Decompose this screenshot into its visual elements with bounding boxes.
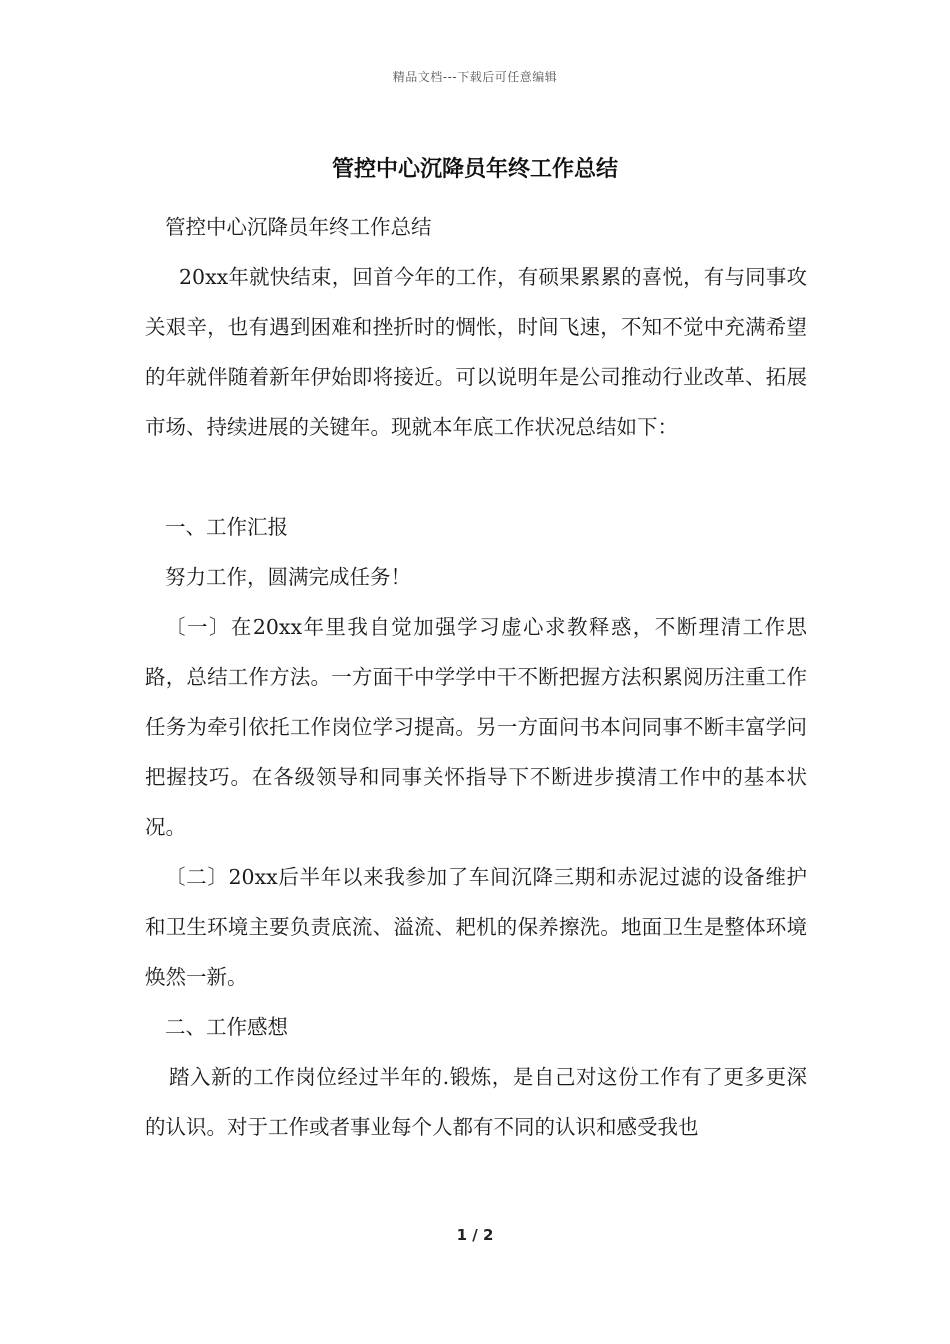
document-title: 管控中心沉降员年终工作总结 (331, 157, 618, 182)
section-2-paragraph: 踏入新的工作岗位经过半年的.锻炼，是自己对这份工作有了更多更深的认识。对于工作或者事业每个人都有不同的认识和感受我也 (145, 1065, 807, 1139)
section-2-heading: 二、工作感想 (165, 1015, 288, 1039)
header-note: 精品文档---下载后可任意编辑 (392, 70, 558, 84)
section-1-heading: 一、工作汇报 (165, 515, 288, 539)
intro-paragraph: 20xx年就快结束，回首今年的工作，有硕果累累的喜悦，有与同事攻关艰辛，也有遇到困难和挫折时的惆怅，时间飞速，不知不觉中充满希望的年就伴随着新年伊始即将接近。可以说明年是公司推动行业改革、拓展市场、持续进展的关键年。现就本年底工作状况总结如下： (145, 265, 807, 439)
item-1-paragraph: 〔一〕在20xx年里我自觉加强学习虚心求教释惑，不断理清工作思路，总结工作方法。一方面干中学学中干不断把握方法积累阅历注重工作任务为牵引依托工作岗位学习提高。另一方面问书本问同事不断丰富学问把握技巧。在各级领导和同事关怀指导下不断进步摸清工作中的基本状况。 (145, 615, 807, 839)
document-body (145, 202, 807, 1152)
page-indicator: 1 / 2 (456, 1226, 494, 1244)
item-2-paragraph: 〔二〕20xx后半年以来我参加了车间沉降三期和赤泥过滤的设备维护和卫生环境主要负责底流、溢流、耙机的保养擦洗。地面卫生是整体环境焕然一新。 (145, 865, 807, 989)
subtitle-paragraph: 管控中心沉降员年终工作总结 (165, 215, 432, 239)
blank-line (145, 452, 807, 502)
section-1-lead: 努力工作，圆满完成任务！ (165, 565, 411, 589)
